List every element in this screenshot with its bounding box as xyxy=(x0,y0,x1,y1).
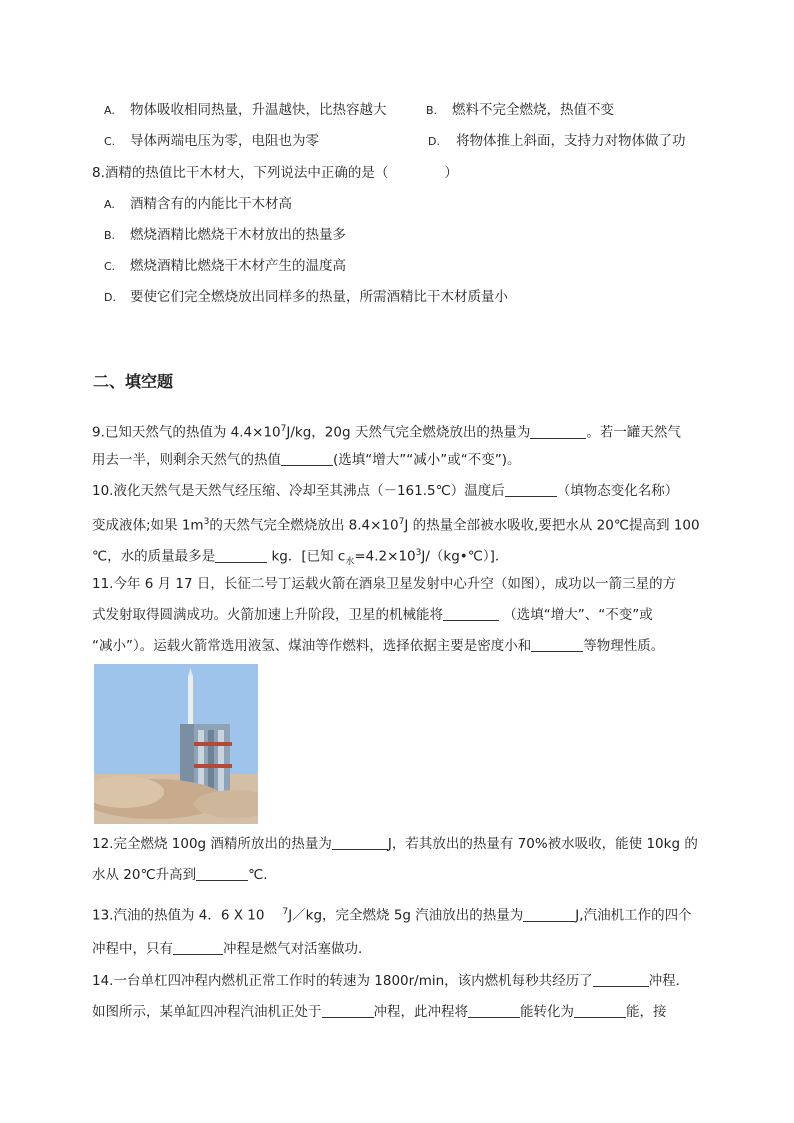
text: 冲程中，只有 xyxy=(92,941,173,957)
question-text: 8.酒精的热值比干木材大，下列说法中正确的是（ xyxy=(92,165,389,181)
option-label: D. xyxy=(104,291,116,304)
text: ℃. xyxy=(248,867,268,883)
option-label: C. xyxy=(104,135,116,148)
text: (选填“增大”“减小”或“不变”)。 xyxy=(333,452,521,468)
option-label: A. xyxy=(104,198,115,211)
text: 12.完全燃烧 100g 酒精所放出的热量为 xyxy=(92,836,332,852)
text: （选填“增大”、“不变”或 xyxy=(499,607,653,623)
answer-blank xyxy=(574,1003,626,1018)
option-text: 物体吸收相同热量，升温越快，比热容越大 xyxy=(130,102,387,118)
q10-line-3 xyxy=(92,544,508,571)
text: 变成液体;如果 1m xyxy=(92,517,204,534)
text: 能转化为 xyxy=(520,1004,574,1020)
q11-line-2 xyxy=(92,606,653,624)
answer-blank xyxy=(593,972,649,987)
option-text: 导体两端电压为零，电阻也为零 xyxy=(130,133,319,149)
answer-blank xyxy=(332,835,388,850)
superscript: 7 xyxy=(398,517,405,527)
question-text: ） xyxy=(444,165,458,181)
text: 冲程． xyxy=(648,973,690,989)
text: J,汽油机工作的四个 xyxy=(575,907,692,924)
text: 10.液化天然气是天然气经压缩、冷却至其沸点（－161.5℃）温度后 xyxy=(92,483,505,499)
answer-blank xyxy=(196,866,248,881)
text: J/kg，20g 天然气完全燃烧放出的热量为 xyxy=(286,424,531,441)
q14-line-1 xyxy=(92,972,689,990)
answer-blank xyxy=(443,606,499,621)
text: “减小”）。运载火箭常选用液氢、煤油等作燃料，选择依据主要是密度小和 xyxy=(92,638,532,654)
text: 的天然气完全燃烧放出 8.4×10 xyxy=(209,517,399,534)
option-label: C. xyxy=(104,260,116,273)
answer-blank xyxy=(215,548,267,563)
q7-option-a xyxy=(104,101,387,120)
superscript: 7 xyxy=(280,424,287,434)
text: J，若其放出的热量有 70%被水吸收，能使 10kg 的 xyxy=(387,836,698,852)
q11-line-1: 11.今年 6 月 17 日，长征二号丁运载火箭在酒泉卫星发射中心升空（如图），成功以一箭三星的方 xyxy=(92,576,677,592)
answer-blank xyxy=(281,451,333,466)
text: 13.汽油的热值为 4．6 X 10 xyxy=(92,907,265,924)
text: 冲程是燃气对活塞做功． xyxy=(223,941,372,957)
superscript: 7 xyxy=(282,907,289,917)
option-text: 燃烧酒精比燃烧干木材放出的热量多 xyxy=(130,227,346,243)
q9-line-2 xyxy=(92,451,521,469)
q8-stem xyxy=(92,164,458,182)
q8-option-a xyxy=(104,195,292,214)
option-text: 燃料不完全燃烧，热值不变 xyxy=(452,102,614,118)
text: =4.2×10 xyxy=(354,548,416,565)
option-label: D. xyxy=(428,135,440,148)
text: 如图所示，某单缸四冲程汽油机正处于 xyxy=(92,1004,322,1020)
q12-line-1 xyxy=(92,835,698,853)
q10-line-2 xyxy=(92,513,700,535)
text: J/（kg•℃）]． xyxy=(421,548,509,565)
text: 14.一台单杠四冲程内燃机正常工作时的转速为 1800r/min，该内燃机每秒共经历了 xyxy=(92,973,593,989)
text: 能，接 xyxy=(626,1004,667,1020)
text: 式发射取得圆满成功。火箭加速上升阶段，卫星的机械能将 xyxy=(92,607,443,623)
text: 水从 20℃升高到 xyxy=(92,867,197,883)
superscript: 3 xyxy=(415,548,422,558)
text: J／kg，完全燃烧 5g 汽油放出的热量为 xyxy=(288,907,524,924)
text: （填物态变化名称） xyxy=(556,483,679,499)
q14-line-2 xyxy=(92,1003,667,1021)
answer-blank xyxy=(531,637,583,652)
section-title: 二、填空题 xyxy=(93,372,174,391)
option-label: A. xyxy=(104,104,115,117)
q8-option-d xyxy=(104,288,508,307)
subscript: 水 xyxy=(345,557,355,568)
answer-blank xyxy=(505,482,557,497)
text: 等物理性质。 xyxy=(583,638,665,654)
text: 9.已知天然气的热值为 4.4×10 xyxy=(92,424,281,441)
text: 。若一罐天然气 xyxy=(586,424,681,441)
q10-line-1 xyxy=(92,482,678,500)
option-text: 将物体推上斜面，支持力对物体做了功 xyxy=(456,133,686,149)
text: J 的热量全部被水吸收,要把水从 20℃提高到 100 xyxy=(404,517,700,534)
answer-blank xyxy=(530,424,586,439)
answer-blank xyxy=(523,907,575,922)
rocket-launch-photo xyxy=(94,664,258,824)
superscript: 3 xyxy=(203,517,210,527)
text: ℃，水的质量最多是 xyxy=(92,548,216,565)
q8-option-c xyxy=(104,257,346,276)
answer-blank xyxy=(322,1003,374,1018)
q11-line-3 xyxy=(92,637,664,655)
q13-line-2 xyxy=(92,940,372,958)
q7-option-c xyxy=(104,132,319,151)
q9-line-1 xyxy=(92,420,681,442)
text: 用去一半，则剩余天然气的热值 xyxy=(92,452,281,468)
option-text: 燃烧酒精比燃烧干木材产生的温度高 xyxy=(130,258,346,274)
text: kg．[已知 c xyxy=(267,548,346,565)
option-label: B. xyxy=(104,229,116,242)
rocket-launch-illustration xyxy=(94,664,258,824)
option-text: 酒精含有的内能比干木材高 xyxy=(130,196,292,212)
text: 冲程，此冲程将 xyxy=(373,1004,468,1020)
q7-option-d xyxy=(428,132,686,151)
q12-line-2 xyxy=(92,866,268,884)
option-label: B. xyxy=(426,104,438,117)
option-text: 要使它们完全燃烧放出同样多的热量，所需酒精比干木材质量小 xyxy=(130,289,508,305)
q13-line-1 xyxy=(92,903,692,925)
q8-option-b xyxy=(104,226,346,245)
answer-blank xyxy=(173,940,223,955)
answer-blank xyxy=(468,1003,520,1018)
q7-option-b xyxy=(426,101,614,120)
